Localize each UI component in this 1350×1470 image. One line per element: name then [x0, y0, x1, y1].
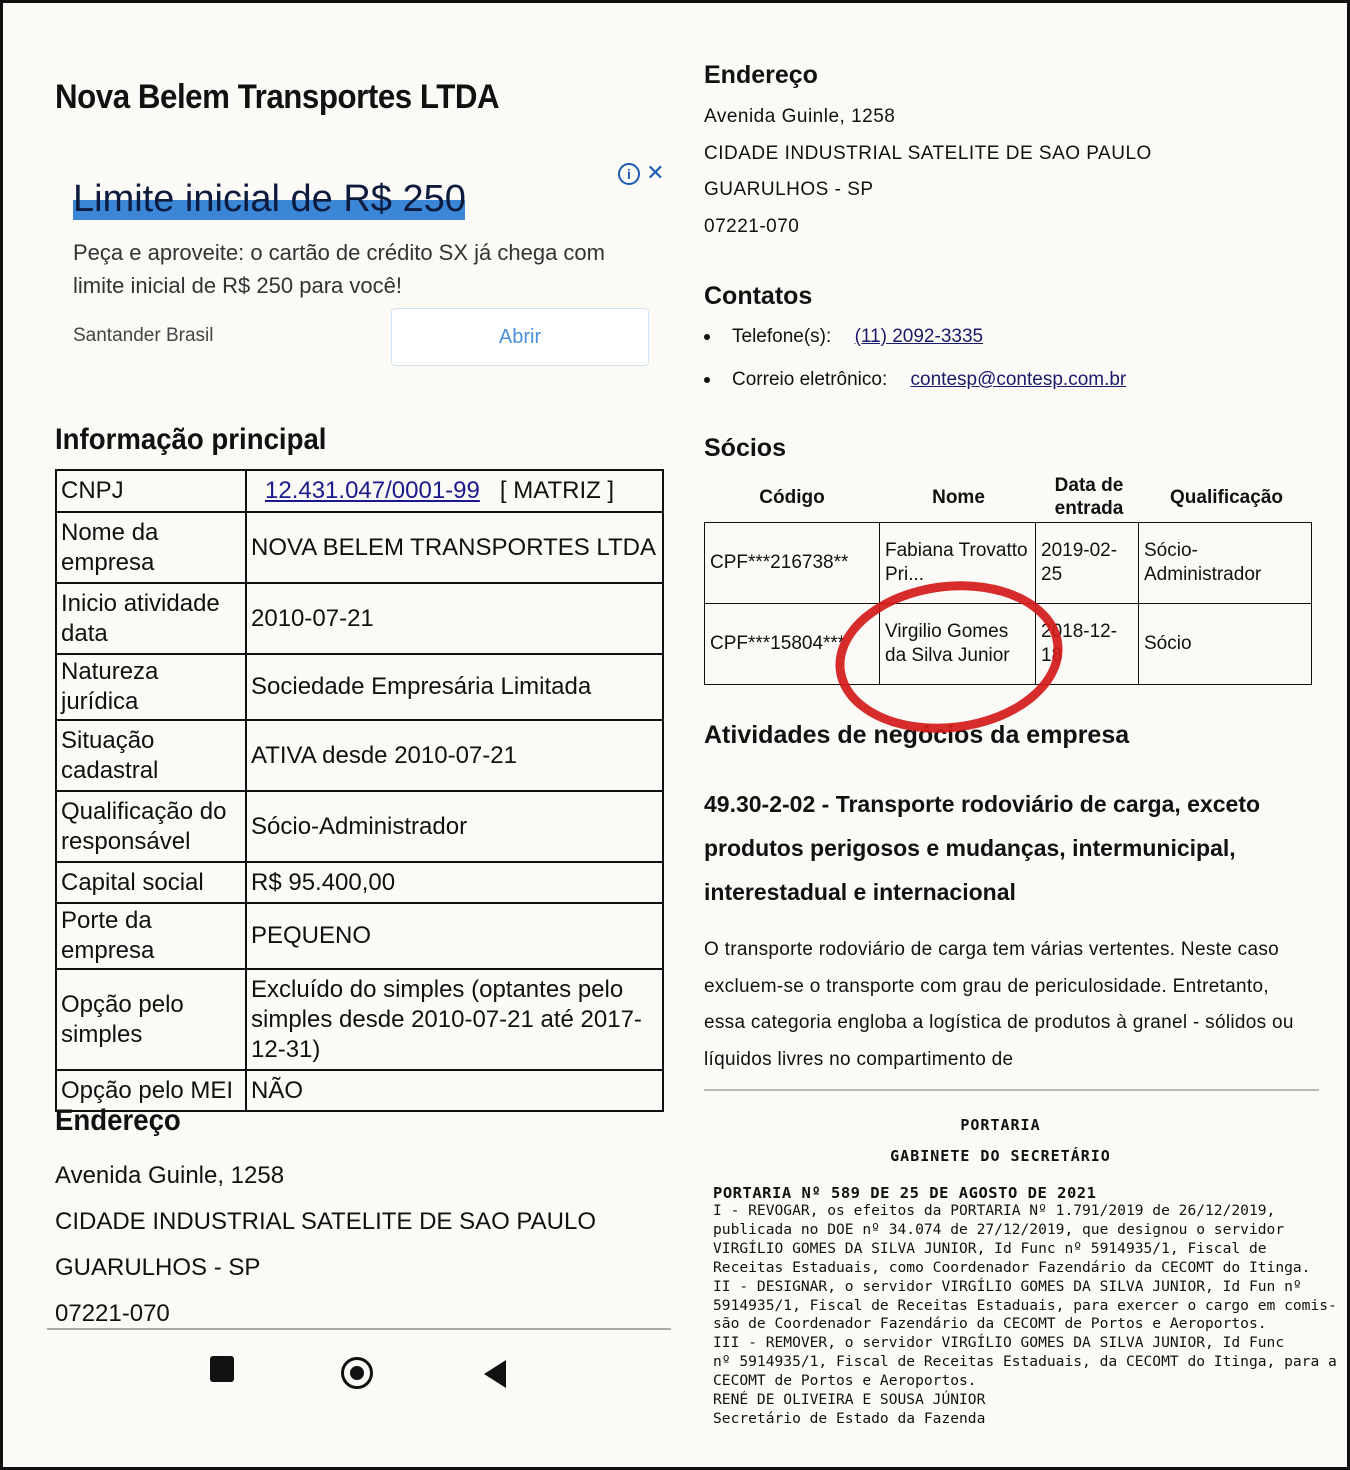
cell-data: 2019-02-25 — [1036, 523, 1139, 604]
row-value: Sócio-Administrador — [246, 791, 663, 862]
col-qualificacao: Qualificação — [1170, 487, 1283, 508]
address-city: GUARULHOS - SP — [704, 179, 874, 200]
phone-label: Telefone(s): — [732, 326, 832, 347]
cell-data: 2018-12-18 — [1036, 604, 1139, 685]
table-row — [56, 969, 663, 1070]
portaria-line: VIRGÍLIO GOMES DA SILVA JUNIOR, Id Func nº 5914935/1, Fiscal de — [713, 1239, 1267, 1257]
address-district: CIDADE INDUSTRIAL SATELITE DE SAO PAULO — [55, 1208, 597, 1235]
cell-codigo: CPF***216738** — [705, 523, 880, 604]
info-heading: Informação principal — [55, 423, 327, 456]
cell-nome: Virgilio Gomes da Silva Junior — [880, 604, 1036, 685]
row-key: Natureza jurídica — [56, 654, 246, 720]
portaria-line: Receitas Estaduais, como Coordenador Fazendário da CECOMT do Itinga. — [713, 1258, 1311, 1276]
table-row — [56, 654, 663, 720]
company-page-right — [704, 0, 1337, 1470]
phone-item — [704, 326, 983, 348]
phone-link[interactable]: (11) 2092-3335 — [854, 326, 984, 347]
cell-qualificacao: Sócio-Administrador — [1139, 523, 1312, 604]
row-value: PEQUENO — [246, 903, 663, 969]
socios-heading: Sócios — [704, 434, 786, 462]
table-row — [56, 903, 663, 969]
row-key: Qualificação do responsável — [56, 791, 246, 862]
portaria-body — [713, 1202, 1337, 1429]
row-value: NÃO — [246, 1070, 663, 1111]
portaria-line: publicada no DOE nº 34.074 de 27/12/2019, que designou o servidor — [713, 1220, 1285, 1238]
cell-qualificacao: Sócio — [1139, 604, 1312, 685]
ad-body: Peça e aproveite: o cartão de crédito SX já chega com limite inicial de R$ 250 para você! — [73, 240, 605, 298]
email-link[interactable]: contesp@contesp.com.br — [910, 369, 1127, 390]
bullet-icon — [704, 334, 710, 340]
row-key: CNPJ — [56, 470, 246, 512]
address-city: GUARULHOS - SP — [55, 1254, 261, 1281]
email-item — [704, 369, 1126, 391]
table-row — [56, 720, 663, 791]
portaria-line: nº 5914935/1, Fiscal de Receitas Estaduais, da CECOMT do Itinga, para a — [713, 1353, 1337, 1371]
address-zip: 07221-070 — [704, 216, 800, 237]
address-street: Avenida Guinle, 1258 — [704, 106, 896, 127]
activity-code: 49.30-2-02 - Transporte rodoviário de carga, exceto produtos perigosos e mudanças, intermunicipal, interestadual e internacional — [704, 791, 1261, 905]
portaria-line: III - REMOVER, o servidor VIRGÍLIO GOMES DA SILVA JUNIOR, Id Func — [713, 1334, 1285, 1352]
table-row — [56, 862, 663, 903]
address-heading: Endereço — [704, 61, 818, 89]
row-key: Opção pelo MEI — [56, 1070, 246, 1111]
section-divider — [704, 1089, 1319, 1091]
ad-banner[interactable] — [73, 160, 663, 380]
row-key: Opção pelo simples — [56, 969, 246, 1070]
recent-apps-icon[interactable] — [210, 1356, 234, 1382]
portaria-signatory-role: Secretário de Estado da Fazenda — [713, 1409, 986, 1427]
address-district: CIDADE INDUSTRIAL SATELITE DE SAO PAULO — [704, 143, 1152, 164]
matriz-tag: [ MATRIZ ] — [499, 477, 615, 504]
row-key: Nome da empresa — [56, 512, 246, 583]
company-title: Nova Belem Transportes LTDA — [55, 78, 500, 116]
row-value: R$ 95.400,00 — [246, 862, 663, 903]
table-row — [56, 470, 663, 512]
row-value: Sociedade Empresária Limitada — [246, 654, 663, 720]
table-row — [56, 512, 663, 583]
portaria-line: I - REVOGAR, os efeitos da PORTARIA Nº 1.791/2019 de 26/12/2019, — [713, 1202, 1276, 1219]
portaria-line: 5914935/1, Fiscal de Receitas Estaduais, para exercer o cargo em comis- — [713, 1296, 1337, 1314]
portaria-line: CECOMT de Portos e Aeroportos. — [713, 1372, 977, 1390]
cnpj-link[interactable]: 12.431.047/0001-99 — [265, 477, 480, 504]
portaria-line: II - DESIGNAR, o servidor VIRGÍLIO GOMES DA SILVA JUNIOR, Id Fun nº — [713, 1277, 1302, 1295]
col-nome: Nome — [932, 487, 985, 508]
activities-heading: Atividades de negócios da empresa — [704, 721, 1130, 749]
contacts-heading: Contatos — [704, 282, 813, 310]
row-value: NOVA BELEM TRANSPORTES LTDA — [246, 512, 663, 583]
row-value: Excluído do simples (optantes pelo simples desde 2010-07-21 até 2017-12-31) — [246, 969, 663, 1070]
activity-description: O transporte rodoviário de carga tem várias vertentes. Neste caso excluem-se o transporte com grau de periculosidade. Entretanto, essa categoria engloba a logística de produtos à granel - sólidos ou líquidos livres no compartimento de — [704, 939, 1294, 1070]
col-data: Data de entrada — [1054, 475, 1124, 519]
cell-nome: Fabiana Trovatto Pri... — [880, 523, 1036, 604]
info-icon[interactable]: i — [618, 163, 640, 185]
row-value: 2010-07-21 — [246, 583, 663, 654]
portaria-subheader: GABINETE DO SECRETÁRIO — [890, 1147, 1111, 1165]
portaria-signatory: RENÉ DE OLIVEIRA E SOUSA JÚNIOR — [713, 1391, 986, 1409]
address-heading: Endereço — [55, 1104, 181, 1137]
address-street: Avenida Guinle, 1258 — [55, 1162, 285, 1189]
address-zip: 07221-070 — [55, 1300, 170, 1327]
home-icon[interactable] — [341, 1357, 373, 1389]
row-key: Inicio atividade data — [56, 583, 246, 654]
ad-source: Santander Brasil — [73, 325, 214, 346]
ad-headline[interactable]: Limite inicial de R$ 250 — [73, 178, 466, 220]
back-icon[interactable] — [484, 1360, 506, 1388]
portaria-header: PORTARIA — [960, 1116, 1041, 1134]
col-codigo: Código — [759, 487, 825, 508]
close-icon[interactable]: ✕ — [646, 160, 665, 185]
row-key: Situação cadastral — [56, 720, 246, 791]
row-value: ATIVA desde 2010-07-21 — [246, 720, 663, 791]
ad-open-button[interactable]: Abrir — [391, 308, 649, 366]
portaria-line: são de Coordenador Fazendário da CECOMT de Portos e Aeroportos. — [713, 1315, 1267, 1333]
row-value — [246, 470, 663, 512]
table-row — [56, 791, 663, 862]
row-key: Porte da empresa — [56, 903, 246, 969]
ad-controls — [618, 160, 665, 186]
email-label: Correio eletrônico: — [732, 369, 888, 390]
cell-codigo: CPF***15804*** — [705, 604, 880, 685]
nav-divider — [47, 1328, 671, 1330]
row-key: Capital social — [56, 862, 246, 903]
portaria-title: PORTARIA Nº 589 DE 25 DE AGOSTO DE 2021 — [713, 1184, 1097, 1202]
bullet-icon — [704, 377, 710, 383]
table-row — [56, 583, 663, 654]
info-table — [55, 469, 664, 1112]
